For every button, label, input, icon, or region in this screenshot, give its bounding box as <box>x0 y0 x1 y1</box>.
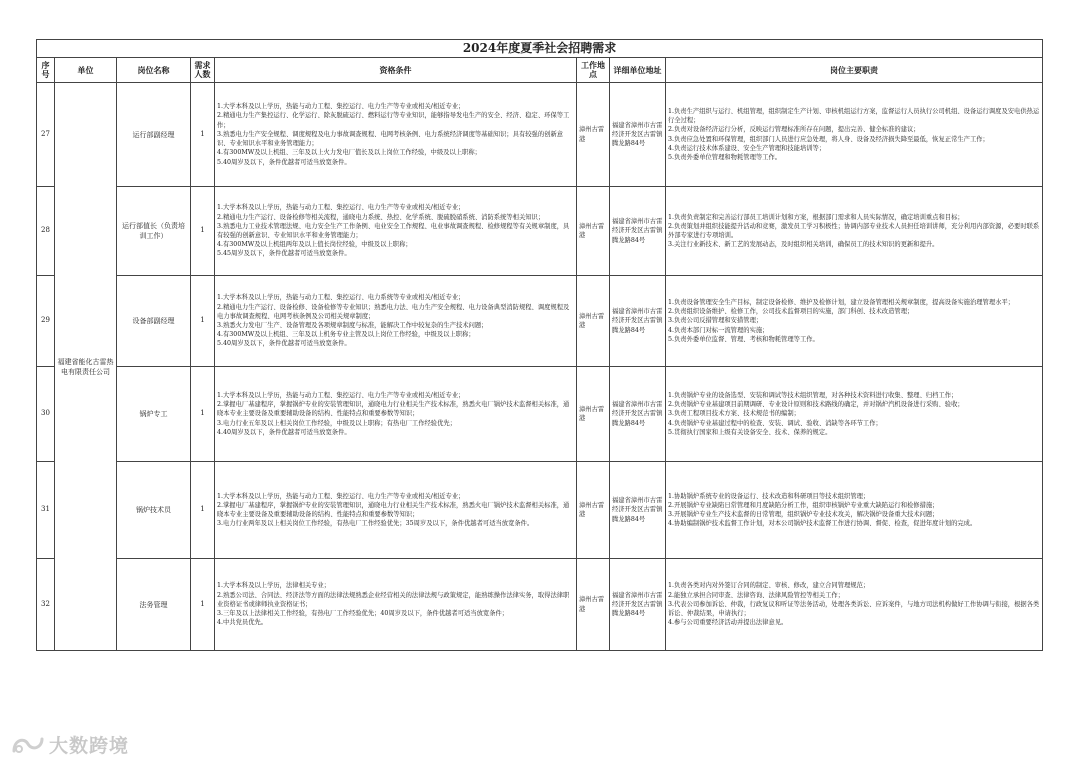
headcount: 1 <box>191 367 215 462</box>
position-name: 锅炉技术员 <box>117 462 191 559</box>
watermark <box>10 731 129 758</box>
row-idx: 31 <box>37 462 55 559</box>
duties-cell <box>666 559 1043 651</box>
requirements-cell <box>215 367 577 462</box>
work-location: 漳州古雷港 <box>577 367 610 462</box>
duty-line: 5.负责外委单位管理和物耗管理等工作。 <box>668 153 782 161</box>
work-location: 漳州古雷港 <box>577 187 610 276</box>
requirement-line: 4.有300MW及以上机组、三年及以上火力发电厂值长及以上岗位工作经验，中级及以上职称； <box>217 149 481 157</box>
table-row <box>37 83 1043 187</box>
header-unit: 单位 <box>55 58 117 83</box>
headcount: 1 <box>191 276 215 367</box>
requirement-line: 4.中共党员优先。 <box>217 619 268 627</box>
duties-cell <box>666 83 1043 187</box>
recruitment-sheet <box>36 39 1042 651</box>
duties-cell <box>666 276 1043 367</box>
requirement-line: 1.大学本科及以上学历，热能与动力工程、集控运行、电力生产等专业或相关/相近专业； <box>217 204 465 212</box>
duty-line: 1.负责设备管理安全生产目标，制定设备检修、维护及检修计划，建立设备管理相关规章制度，提高设备实施治理管理水平； <box>668 298 1015 306</box>
duty-line: 3.负责公司反措管理和安措管理； <box>668 317 763 325</box>
row-idx: 29 <box>37 276 55 367</box>
requirement-line: 1.大学本科及以上学历，热能与动力工程、集控运行、电力系统等专业或相关/相近专业； <box>217 294 465 302</box>
duty-line: 2.能独立承担合同审查、法律咨询、法律风险管控等相关工作； <box>668 591 845 599</box>
duties-cell <box>666 462 1043 559</box>
unit-name: 福建省能化古雷热电有限责任公司 <box>55 83 117 651</box>
position-name: 锅炉专工 <box>117 367 191 462</box>
duty-line: 3.代表公司参加诉讼、仲裁，行政复议和听证等法务活动，处理各类诉讼、应诉案件，与地方司法机构做好工作协调与衔接，根据各类诉讼、仲裁结果，申请执行； <box>668 600 1040 618</box>
table-row <box>37 187 1043 276</box>
header-duties: 岗位主要职责 <box>666 58 1043 83</box>
requirement-line: 3.熟悉电力工业技术管理法规、电力安全生产工作条例、电业安全工作规程、电业事故调查规程、检修规程等有关规章制度，具有较强的创新意识、专业知识水平和业务管理能力； <box>217 222 570 239</box>
duty-line: 4.负责运行技术体系建设、安全生产管理和技能培训等； <box>668 144 826 152</box>
requirement-line: 3.电力行业五年及以上相关岗位工作经验，中级及以上职称；有热电厂工作经验优先； <box>217 419 456 427</box>
duties-cell <box>666 367 1043 462</box>
requirement-line: 4.有300MW及以上机组、三年及以上机务专业主管及以上岗位工作经验，中级及以上职称； <box>217 331 475 339</box>
duty-line: 2.负责对设备经济运行分析，反映运行管理标准所存在问题，提出完善、健全标准的建议； <box>668 126 920 134</box>
duty-line: 3.开展锅炉专业生产技术监督的日常管理，组织锅炉专业技术攻关，解决锅炉设备重大技术问题； <box>668 511 939 518</box>
header-row <box>37 58 1043 83</box>
table-title: 2024年度夏季社会招聘需求 <box>37 40 1043 58</box>
requirement-line: 5.40周岁及以下，条件优越者可适当放宽条件。 <box>217 340 351 348</box>
duty-line: 1.协助锅炉系统专业的设备运行、技术改造和科研项目等技术组织管理； <box>668 492 870 500</box>
watermark-text: 大数跨境 <box>49 735 130 757</box>
unit-address: 福建省漳州市古雷经济开发区古雷镇腾龙路84号 <box>610 187 666 276</box>
work-location: 漳州古雷港 <box>577 559 610 651</box>
headcount: 1 <box>191 559 215 651</box>
row-idx: 27 <box>37 83 55 187</box>
header-position: 岗位名称 <box>117 58 191 83</box>
header-count: 需求人数 <box>191 58 215 83</box>
duty-line: 4.负责本部门对标一流管理的实施； <box>668 326 769 334</box>
requirement-line: 4.40周岁及以下，条件优越者可适当放宽条件。 <box>217 428 351 436</box>
header-requirements: 资格条件 <box>215 58 577 83</box>
requirement-line: 2.精通电力生产运行、设备检修、设备检修等专业知识；熟悉电力法、电力生产安全规程、电力设备典型消防规程、调度规程及电力事故调查规程、电网考核条例及公司相关规章制度； <box>217 303 570 320</box>
requirement-line: 1.大学本科及以上学历，热能与动力工程、集控运行、电力生产等专业或相关/相近专业； <box>217 391 465 399</box>
duty-line: 2.开展锅炉专业缺陷日常管理和月度缺陷分析工作，组织审核锅炉专业重大缺陷运行和检修措施； <box>668 501 939 509</box>
requirement-line: 2.精通电力生产运行、设备检修等相关流程，通晓电力系统、热控、化学系统、脱硫脱硝系统、消防系统等相关知识； <box>217 213 545 221</box>
table-row <box>37 462 1043 559</box>
position-name: 运行部副经理 <box>117 83 191 187</box>
headcount: 1 <box>191 187 215 276</box>
requirement-line: 1.大学本科及以上学历，法律相关专业； <box>217 582 331 590</box>
requirement-line: 3.电力行业两年及以上相关岗位工作经验，有热电厂工作经验优先；35周岁及以下，条件优越者可适当放宽条件。 <box>217 520 534 528</box>
requirement-line: 3.三年及以上法律相关工作经验，有热电厂工作经验优先；40周岁及以下，条件优越者可适当放宽条件； <box>217 610 509 618</box>
requirement-line: 2.掌握电厂基建程序，掌握锅炉专业的安装管理知识，通晓电力行业相关生产技术标准，熟悉火电厂锅炉技术监督相关标准，通晓本专业主要设备及重要辅助设备的结构、性能特点和重要参数等知识； <box>217 501 570 518</box>
table-row <box>37 276 1043 367</box>
header-location: 工作地点 <box>577 58 610 83</box>
requirements-cell <box>215 559 577 651</box>
duty-line: 1.负责各类对内对外签订合同的制定、审核、修改，建立合同管理规范； <box>668 582 870 590</box>
work-location: 漳州古雷港 <box>577 462 610 559</box>
duty-line: 1.负责锅炉专业的设备选型、安装和调试等技术组织管理，对各种技术资料进行收集、整理、归档工作； <box>668 391 958 399</box>
requirements-cell <box>215 276 577 367</box>
duty-line: 3.负责工程项目技术方案、技术规范书的编制； <box>668 410 800 418</box>
requirements-cell <box>215 83 577 187</box>
requirement-line: 3.熟悉电力生产安全规程、调度规程及电力事故调查规程、电网考核条例、电力系统经济调度等基础知识；具有较强的创新意识、专业知识水平和业务管理能力； <box>217 130 564 148</box>
unit-address: 福建省漳州市古雷经济开发区古雷镇腾龙路84号 <box>610 83 666 187</box>
duty-line: 2.负责锅炉专业基建项目前期调研、专业设计原则和技术路线的确定，并对锅炉汽机设备进行采购、验收； <box>668 401 964 409</box>
requirements-cell <box>215 462 577 559</box>
unit-address: 福建省漳州市古雷经济开发区古雷镇腾龙路84号 <box>610 559 666 651</box>
requirement-line: 3.熟悉火力发电厂生产、设备管理及各项规章制度与标准，能解决工作中较复杂的生产技术问题； <box>217 322 488 329</box>
unit-address: 福建省漳州市古雷经济开发区古雷镇腾龙路84号 <box>610 367 666 462</box>
duty-line: 1.负责负责制定和完善运行部员工培训计划和方案，根据部门需求和人员实际情况，确定培训重点和目标； <box>668 213 964 221</box>
duty-line: 3.关注行业新技术、新工艺的发展动态，及时组织相关培训，确保员工的技术知识的更新和提升。 <box>668 241 939 249</box>
requirement-line: 1.大学本科及以上学历，热能与动力工程、集控运行、电力生产等专业或相关/相近专业； <box>217 103 465 111</box>
row-idx: 30 <box>37 367 55 462</box>
requirement-line: 5.45周岁及以下，条件优越者可适当放宽条件。 <box>217 250 351 258</box>
duty-line: 5.负责外委单位监督、管理、考核和物耗管理等工作。 <box>668 335 819 343</box>
duty-line: 1.负责生产组织与运行、机组管理，组织制定生产计划、审核机组运行方案，监督运行人员执行公司机组、设备运行调度及安电供热运行全过程； <box>668 107 1040 125</box>
duty-line: 4.参与公司重要经济活动并提出法律意见。 <box>668 619 788 627</box>
requirement-line: 4.有300MW及以上机组两年及以上值长岗位经验，中级及以上职称； <box>217 241 412 249</box>
watermark-logo-icon <box>10 734 46 756</box>
table-row <box>37 367 1043 462</box>
row-idx: 32 <box>37 559 55 651</box>
headcount: 1 <box>191 83 215 187</box>
duties-cell <box>666 187 1043 276</box>
position-name: 设备部副经理 <box>117 276 191 367</box>
duty-line: 3.负责应急处置和环保管理，组织部门人员进行应急处理，将人身、设备及经济损失降至最低，恢复正常生产工作； <box>668 135 989 143</box>
work-location: 漳州古雷港 <box>577 276 610 367</box>
header-idx: 序号 <box>37 58 55 83</box>
requirement-line: 2.精通电力生产集控运行、化学运行、除灰脱硫运行、燃料运行等专业知识，能够指导发电生产的安全、经济、稳定、环保等工作； <box>217 112 570 129</box>
position-name: 运行部值长（负责培训工作） <box>117 187 191 276</box>
unit-address: 福建省漳州市古雷经济开发区古雷镇腾龙路84号 <box>610 276 666 367</box>
duty-line: 4.负责锅炉专业基建过程中的检查、安装、调试、验收、消缺等各环节工作； <box>668 419 882 427</box>
duty-line: 2.负责策划并组织技能提升活动和竞赛，激发员工学习积极性；协调内部专业技术人员担任培训讲师，充分利用内部资源，必要时联系外部专家进行专项培训。 <box>668 222 1040 239</box>
requirement-line: 2.掌握电厂基建程序，掌握锅炉专业的安装管理知识，通晓电力行业相关生产技术标准，熟悉火电厂锅炉技术监督相关标准，通晓本专业主要设备及重要辅助设备的结构、性能特点和重要参数等知识； <box>217 401 570 418</box>
requirements-cell <box>215 187 577 276</box>
header-address: 详细单位地址 <box>610 58 666 83</box>
work-location: 漳州古雷港 <box>577 83 610 187</box>
duty-line: 2.负责组织设备维护、检修工作，公司技术监督项目的实施，部门科创、技术改造管理； <box>668 308 914 316</box>
headcount: 1 <box>191 462 215 559</box>
position-name: 法务管理 <box>117 559 191 651</box>
requirement-line: 5.40周岁及以下，条件优越者可适当放宽条件。 <box>217 158 351 166</box>
duty-line: 5.贯彻执行国家和上级有关设备安全、技术、保养的规定。 <box>668 428 832 436</box>
requirement-line: 2.熟悉公司法、合同法、经济法等方面的法律法规熟悉企业经营相关的法律法规与政策规定，能熟练操作法律实务，取得法律职业资格证书或律师执业资格证书； <box>217 591 570 608</box>
unit-address: 福建省漳州市古雷经济开发区古雷镇腾龙路84号 <box>610 462 666 559</box>
recruitment-table <box>36 39 1043 651</box>
table-row <box>37 559 1043 651</box>
row-idx: 28 <box>37 187 55 276</box>
duty-line: 4.协助编制锅炉技术监督工作计划，对本公司锅炉技术监督工作进行协调、督促、检查，促进年度计划的完成。 <box>668 520 977 528</box>
requirement-line: 1.大学本科及以上学历，热能与动力工程、集控运行、电力生产等专业或相关/相近专业； <box>217 492 465 500</box>
